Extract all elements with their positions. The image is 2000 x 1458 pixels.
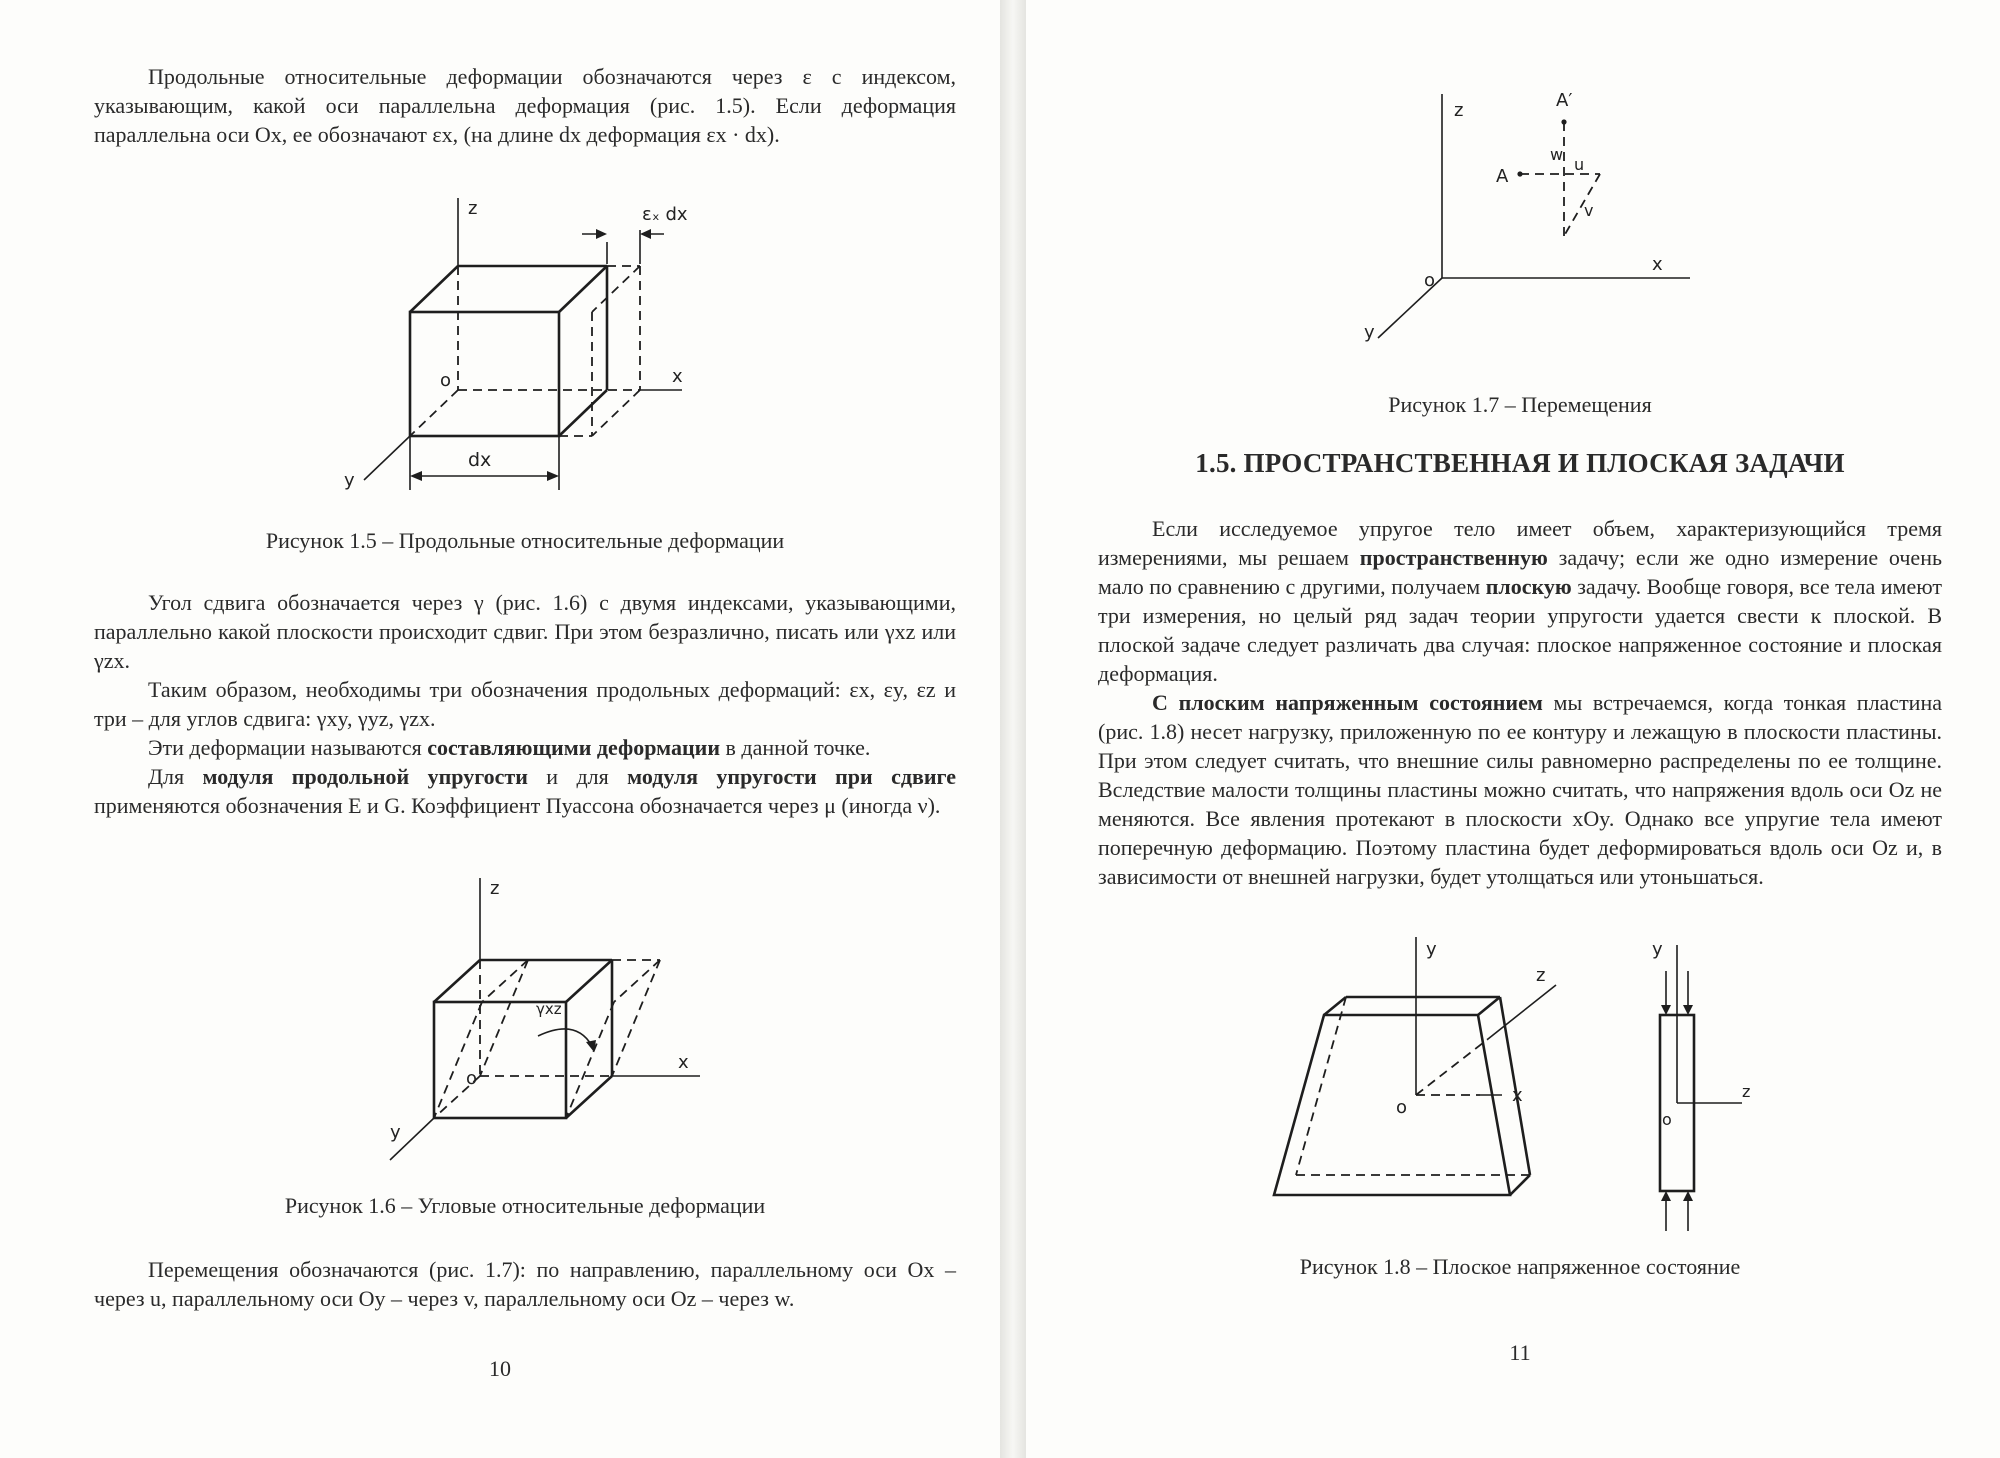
right-page [1026, 0, 2000, 1458]
arrowhead [1661, 1005, 1671, 1015]
u-label: u [1574, 155, 1585, 174]
bold-term: плоскую [1485, 574, 1572, 599]
figure-1-6-caption: Рисунок 1.6 – Угловые относительные деформации [284, 1193, 766, 1218]
arrowhead [640, 229, 651, 239]
origin-label: o [440, 370, 452, 391]
epsilon-dx-label: εₓ dx [642, 204, 688, 225]
arrowhead [547, 471, 559, 481]
paragraph-strain-components: Эти деформации называются составляющими деформации в данной точке. [148, 735, 871, 760]
sheared-edge [566, 1002, 614, 1118]
y-label: y [390, 1122, 401, 1143]
x-label: x [672, 366, 683, 387]
figure-1-8 [1266, 935, 1866, 1235]
paragraph-shear-angle [94, 588, 956, 675]
z-axis [1488, 985, 1556, 1039]
x-label: x [678, 1052, 689, 1073]
v-label: v [1584, 201, 1594, 220]
section-heading: 1.5. ПРОСТРАНСТВЕННАЯ И ПЛОСКАЯ ЗАДАЧИ [1195, 448, 1845, 478]
sheared-edge [614, 960, 660, 1002]
origin-label: o [466, 1068, 478, 1089]
hidden-edge [410, 390, 458, 436]
figure-1-7 [1330, 86, 1700, 356]
figure-1-5-caption: Рисунок 1.5 – Продольные относительные деформации [265, 528, 785, 553]
figure-1-8-caption: Рисунок 1.8 – Плоское напряженное состояние [1299, 1254, 1741, 1279]
z-axis-hidden [1416, 1039, 1488, 1095]
x-label: x [1512, 1085, 1523, 1106]
v-displacement [1564, 174, 1600, 236]
cube-edge [559, 266, 607, 312]
bold-term: модуля продольной упругости [202, 764, 528, 789]
figure-1-7-caption: Рисунок 1.7 – Перемещения [1388, 392, 1652, 417]
cube-edge [559, 390, 607, 436]
y-axis [364, 436, 410, 480]
bold-term: модуля упругости при сдвиге [627, 764, 956, 789]
paragraph-text: Таким образом, необходимы три обозначения продольных деформаций: εx, εy, εz и три – для углов сдвига: γxy, γyz, γzx. [94, 677, 956, 731]
arrowhead [1683, 1005, 1693, 1015]
arrowhead [1683, 1191, 1693, 1201]
figure-1-6 [330, 870, 730, 1170]
side-y-label: y [1652, 939, 1663, 960]
paragraph-longitudinal-strain [94, 62, 956, 149]
dx-label: dx [468, 449, 492, 471]
cube-edge [566, 960, 612, 1002]
x-label: x [1652, 254, 1663, 275]
bold-term: С плоским напряженным состоянием [1152, 690, 1543, 715]
paragraph-moduli: Для модуля продольной упругости и для модуля упругости при сдвиге применяются обозначения E и G. Коэффициент Пуассона обозначается через μ (иногда ν). [94, 764, 956, 818]
cube-edge [434, 960, 480, 1002]
w-label: w [1550, 145, 1564, 164]
paragraph-text: Угол сдвига обозначается через γ (рис. 1.6) с двумя индексами, указывающими, параллельно какой плоскости происходит сдвиг. При этом безразлично, писать или γxz или γzx. [94, 590, 956, 673]
origin-label: o [1396, 1097, 1408, 1118]
origin-label: o [1424, 270, 1436, 291]
paragraph-plane-stress: С плоским напряженным состоянием мы встречаемся, когда тонкая пластина (рис. 1.8) несет нагрузку, приложенную по ее контуру и лежащую в плоскости пластины. При этом следует считать, что внешние силы равномерно распределены по ее толщине. Вследствие малости толщины пластины можно считать, что напряжения вдоль оси Oz не меняются. Все явления протекают в плоскости xOy. Однако все упругие тела имеют поперечную деформацию. Поэтому пластина будет деформироваться вдоль оси Oz и, в зависимости от внешней нагрузки, будет утолщаться или утоньшаться. [1098, 690, 1942, 889]
sheared-edge [480, 960, 528, 1076]
y-label: y [1364, 322, 1375, 343]
point-a-label: A [1496, 166, 1509, 187]
figure-1-5 [300, 190, 730, 520]
page-number: 11 [1509, 1340, 1531, 1365]
side-z-label: z [1742, 1082, 1751, 1101]
paragraph-displacements [94, 1255, 956, 1313]
z-label: z [1536, 965, 1546, 986]
plate-edge [1478, 997, 1500, 1015]
sheared-edge [612, 960, 660, 1076]
z-label: z [468, 198, 478, 219]
plate-front-face [1274, 1015, 1510, 1195]
paragraph-spatial-plane: Если исследуемое упругое тело имеет объем, характеризующийся тремя измерениями, мы решаем пространственную задачу; если же одно измерение очень мало по сравнению с другими, получаем плоскую задачу. Вообще говоря, все тела имеют три измерения, но целый ряд задач теории упругости удается свести к плоской. В плоской задаче следует различать два случая: плоское напряженное состояние и плоская деформация. [1098, 516, 1943, 686]
plate-edge [1324, 997, 1346, 1015]
arrowhead [1661, 1191, 1671, 1201]
z-label: z [1454, 100, 1464, 121]
point-a-prime-label: A′ [1556, 90, 1573, 111]
paragraph-text: Перемещения обозначаются (рис. 1.7): по направлению, параллельному оси Ox – через u, параллельному оси Oy – через v, параллельному оси Oz – через w. [94, 1257, 956, 1311]
plate-edge [1510, 1175, 1530, 1195]
cube-front-face [410, 312, 559, 436]
arrowhead [410, 471, 422, 481]
arrowhead [596, 229, 607, 239]
sheared-edge [482, 960, 528, 1002]
y-label: y [344, 470, 355, 491]
book-spine [1000, 0, 1026, 1458]
page-number: 10 [489, 1356, 511, 1381]
gamma-label: γxz [536, 1000, 562, 1018]
bold-term: составляющими деформации [427, 735, 721, 760]
side-origin-label: o [1662, 1110, 1672, 1129]
paragraph-notation [94, 675, 956, 733]
sheared-edge [434, 1002, 482, 1118]
paragraph-text: Продольные относительные деформации обозначаются через ε с индексом, указывающим, какой оси параллельна деформация (рис. 1.5). Если деформация параллельна оси Ox, ее обозначают εx, (на длине dx деформация εx · dx). [94, 64, 956, 147]
bold-term: пространственную [1359, 545, 1548, 570]
z-label: z [490, 878, 500, 899]
cube-edge [410, 266, 458, 312]
y-label: y [1426, 939, 1437, 960]
cube-edge [566, 1076, 612, 1118]
